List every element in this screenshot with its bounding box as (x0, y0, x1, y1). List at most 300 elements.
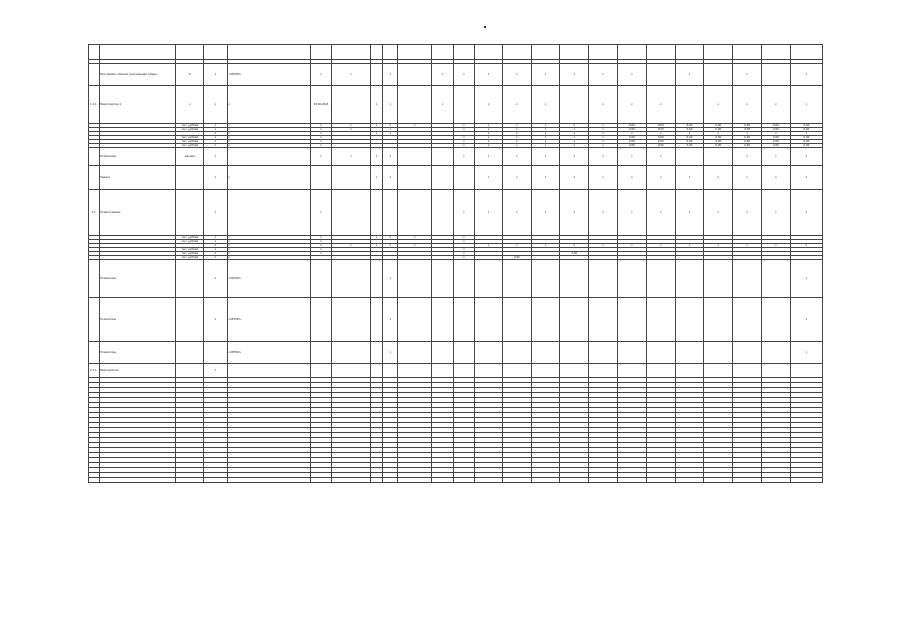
table-cell: х (618, 64, 647, 86)
table-cell (204, 342, 227, 364)
table-cell: х (453, 252, 474, 256)
header-cell (618, 45, 647, 60)
table-cell: 0,00 (790, 144, 822, 148)
table-cell (176, 298, 204, 342)
table-cell (453, 364, 474, 378)
header-cell (310, 45, 331, 60)
table-cell: Подпрограмма (99, 190, 176, 236)
table-cell: х (204, 260, 227, 298)
table-cell: х (332, 244, 370, 248)
table-cell: х (675, 166, 704, 190)
table-cell: х (589, 136, 618, 140)
table-cell (589, 478, 618, 483)
table-cell: х (704, 166, 733, 190)
header-cell (475, 45, 503, 60)
table-cell: х (589, 132, 618, 136)
table-cell: х (398, 236, 432, 240)
table-cell: х (790, 298, 822, 342)
table-cell: х (332, 124, 370, 128)
table-cell (646, 298, 675, 342)
table-cell: х (383, 86, 398, 124)
table-cell: х (589, 128, 618, 132)
table-cell (432, 478, 453, 483)
table-cell: х (502, 136, 531, 140)
table-cell (432, 166, 453, 190)
table-cell: х (227, 144, 310, 148)
table-cell: Показатель (99, 260, 176, 298)
table-cell: х (733, 190, 762, 236)
table-cell: «ОКТМО» (227, 342, 310, 364)
table-cell (398, 260, 432, 298)
table-cell: х (204, 236, 227, 240)
table-cell (675, 86, 704, 124)
table-cell: х (310, 236, 331, 240)
table-cell: 0,00 (502, 256, 531, 260)
table-cell: 0,00 (618, 128, 647, 132)
table-cell: х (475, 86, 503, 124)
table-cell: х (475, 244, 503, 248)
table-cell: х (733, 166, 762, 190)
table-cell: х (733, 86, 762, 124)
header-cell (790, 45, 822, 60)
table-cell: х (383, 128, 398, 132)
table-cell: х (618, 148, 647, 166)
table-cell (398, 148, 432, 166)
table-cell: х (560, 166, 589, 190)
table-cell: х (646, 166, 675, 190)
table-cell: х (332, 128, 370, 132)
table-cell (762, 64, 791, 86)
header-cell (432, 45, 453, 60)
table-cell: х (531, 140, 560, 144)
table-cell: х (475, 190, 503, 236)
table-cell: х (502, 140, 531, 144)
table-cell: тыс. рублей (176, 252, 204, 256)
table-cell: х (176, 86, 204, 124)
table-cell (618, 260, 647, 298)
table-cell (89, 166, 100, 190)
table-cell: х (475, 128, 503, 132)
table-cell (310, 166, 331, 190)
table-cell (560, 86, 589, 124)
table-cell (332, 298, 370, 342)
table-cell: х (310, 144, 331, 148)
table-cell (310, 364, 331, 378)
table-cell (370, 478, 383, 483)
table-cell (589, 364, 618, 378)
table-cell (733, 364, 762, 378)
table-cell: х (227, 256, 310, 260)
spreadsheet-page (88, 44, 823, 483)
table-cell: х (589, 190, 618, 236)
table-cell: х (310, 248, 331, 252)
header-cell (560, 45, 589, 60)
table-cell: х (502, 128, 531, 132)
table-cell: 0,00 (646, 128, 675, 132)
table-cell: х (475, 166, 503, 190)
table-cell: х (398, 244, 432, 248)
table-cell: 0,00 (618, 144, 647, 148)
table-cell: х (560, 136, 589, 140)
table-cell: х (531, 136, 560, 140)
table-cell (453, 342, 474, 364)
header-cell (99, 45, 176, 60)
table-cell (646, 260, 675, 298)
data-table (88, 44, 823, 483)
table-cell: х (762, 166, 791, 190)
table-cell: тыс. рублей (176, 140, 204, 144)
table-cell: х (383, 148, 398, 166)
table-cell: х (733, 148, 762, 166)
table-cell: х (383, 166, 398, 190)
table-cell: х (383, 260, 398, 298)
table-cell: х (227, 132, 310, 136)
table-cell (310, 478, 331, 483)
table-cell: х (790, 166, 822, 190)
table-cell (332, 260, 370, 298)
table-cell (432, 260, 453, 298)
table-cell: х (589, 86, 618, 124)
table-cell (531, 298, 560, 342)
table-cell: х (383, 236, 398, 240)
table-cell: х (432, 64, 453, 86)
table-cell: х (227, 252, 310, 256)
table-cell (227, 478, 310, 483)
header-cell (176, 45, 204, 60)
header-cell (704, 45, 733, 60)
table-cell (618, 342, 647, 364)
table-cell: х (383, 342, 398, 364)
table-cell (762, 478, 791, 483)
table-cell: х (310, 244, 331, 248)
table-cell: 1 (204, 64, 227, 86)
table-cell (589, 260, 618, 298)
table-cell: х (453, 124, 474, 128)
table-cell (310, 298, 331, 342)
table-cell: х (502, 244, 531, 248)
table-cell (560, 478, 589, 483)
table-cell: х (227, 166, 310, 190)
table-cell (704, 364, 733, 378)
table-cell (176, 342, 204, 364)
table-cell (398, 478, 432, 483)
table-cell (176, 166, 204, 190)
table-cell: х (332, 148, 370, 166)
table-cell: х (762, 244, 791, 248)
table-cell: х (475, 148, 503, 166)
table-cell: х (383, 132, 398, 136)
table-cell: 0,00 (790, 140, 822, 144)
table-cell: х (227, 86, 310, 124)
table-cell: х (531, 190, 560, 236)
table-cell: 2.1.1. (89, 364, 100, 378)
table-cell: х (475, 140, 503, 144)
table-row (89, 190, 823, 236)
table-cell: х (560, 144, 589, 148)
table-cell: 0,00 (675, 128, 704, 132)
table-cell: х (560, 128, 589, 132)
table-cell: х (502, 86, 531, 124)
table-cell: х (502, 64, 531, 86)
table-cell (475, 364, 503, 378)
table-cell (531, 260, 560, 298)
table-cell: х (790, 260, 822, 298)
table-cell: х (453, 256, 474, 260)
table-cell: Задача (99, 166, 176, 190)
table-cell (790, 364, 822, 378)
table-cell (646, 64, 675, 86)
table-cell: х (204, 128, 227, 132)
table-cell: х (589, 144, 618, 148)
table-cell (332, 364, 370, 378)
header-cell (383, 45, 398, 60)
table-cell: 0,00 (675, 136, 704, 140)
table-cell: х (589, 124, 618, 128)
table-cell: х (589, 244, 618, 248)
table-cell: х (762, 148, 791, 166)
table-cell (618, 298, 647, 342)
table-cell (704, 298, 733, 342)
table-cell (618, 364, 647, 378)
table-cell: х (560, 244, 589, 248)
table-cell: х (531, 166, 560, 190)
table-cell (383, 190, 398, 236)
table-cell (704, 478, 733, 483)
table-cell: х (453, 144, 474, 148)
table-cell (475, 478, 503, 483)
table-cell (502, 298, 531, 342)
table-cell: х (204, 256, 227, 260)
table-cell: х (675, 244, 704, 248)
header-cell (502, 45, 531, 60)
header-cell (762, 45, 791, 60)
table-cell: 0,00 (618, 124, 647, 128)
table-cell: х (589, 148, 618, 166)
page-mark (484, 26, 486, 28)
table-body (89, 64, 823, 378)
table-cell: х (618, 132, 647, 136)
table-cell: х (310, 140, 331, 144)
table-cell: х (675, 132, 704, 136)
table-cell: х (560, 190, 589, 236)
header-row (89, 45, 823, 60)
table-cell (453, 478, 474, 483)
table-cell: х (204, 298, 227, 342)
table-cell (733, 478, 762, 483)
table-cell: 0,00 (704, 144, 733, 148)
table-cell (762, 342, 791, 364)
table-cell: 0,00 (762, 128, 791, 132)
table-row (89, 260, 823, 298)
table-cell: х (502, 148, 531, 166)
table-cell: х (560, 148, 589, 166)
table-cell (398, 342, 432, 364)
table-cell: х (502, 190, 531, 236)
table-cell: х (475, 124, 503, 128)
header-cell (453, 45, 474, 60)
table-cell (332, 86, 370, 124)
table-cell: 0,00 (704, 136, 733, 140)
table-cell (646, 478, 675, 483)
table-row (89, 342, 823, 364)
table-cell: «ОКТМО» (227, 64, 310, 86)
table-cell (531, 364, 560, 378)
table-cell (310, 342, 331, 364)
table-cell: х (560, 132, 589, 136)
table-cell (646, 342, 675, 364)
table-cell: х (370, 86, 383, 124)
header-cell (531, 45, 560, 60)
table-row (89, 64, 823, 86)
table-cell: х (310, 128, 331, 132)
table-cell: 0,00 (646, 144, 675, 148)
table-cell: х (790, 64, 822, 86)
table-cell: х (370, 236, 383, 240)
table-cell (453, 86, 474, 124)
table-cell (398, 190, 432, 236)
table-cell: х (475, 144, 503, 148)
table-cell: единиц (176, 148, 204, 166)
table-cell: х (453, 236, 474, 240)
table-cell (502, 260, 531, 298)
table-cell: 0,00 (675, 140, 704, 144)
table-cell: 0,00 (762, 124, 791, 128)
table-cell (646, 364, 675, 378)
table-cell: х (531, 144, 560, 148)
table-cell (560, 342, 589, 364)
table-cell (762, 364, 791, 378)
table-cell: 0,00 (675, 144, 704, 148)
table-cell: х (310, 252, 331, 256)
table-cell: тыс. рублей (176, 240, 204, 244)
table-cell (383, 478, 398, 483)
table-cell: х (790, 190, 822, 236)
table-cell (176, 478, 204, 483)
table-cell (531, 478, 560, 483)
table-cell: х (762, 132, 791, 136)
table-cell (762, 298, 791, 342)
table-cell (89, 148, 100, 166)
table-cell: х (453, 248, 474, 252)
table-cell: х (675, 190, 704, 236)
table-cell: 0,00 (704, 140, 733, 144)
table-cell (733, 298, 762, 342)
table-cell (475, 298, 503, 342)
table-cell (432, 342, 453, 364)
table-cell: х (502, 166, 531, 190)
table-cell (560, 260, 589, 298)
table-cell: х (310, 148, 331, 166)
table-cell (675, 478, 704, 483)
table-cell: 0,00 (704, 124, 733, 128)
table-cell: х (227, 236, 310, 240)
table-cell: 1.1.1. (89, 86, 100, 124)
header-cell (227, 45, 310, 60)
header-cell (398, 45, 432, 60)
table-cell: х (204, 364, 227, 378)
table-cell: х (646, 86, 675, 124)
table-cell: х (383, 64, 398, 86)
table-cell: 0,00 (646, 140, 675, 144)
table-cell: х (310, 124, 331, 128)
table-cell (370, 260, 383, 298)
table-cell (398, 86, 432, 124)
table-cell: х (204, 252, 227, 256)
table-cell (560, 364, 589, 378)
table-cell (589, 342, 618, 364)
table-cell: х (618, 86, 647, 124)
table-cell: х (453, 128, 474, 132)
table-cell: тыс. рублей (176, 128, 204, 132)
table-cell: тыс. рублей (176, 136, 204, 140)
table-cell: х (762, 86, 791, 124)
table-cell: х (204, 132, 227, 136)
table-cell: Показатель (99, 298, 176, 342)
table-cell: х (204, 240, 227, 244)
table-cell (453, 166, 474, 190)
table-cell: 0,00 (762, 136, 791, 140)
table-cell (704, 260, 733, 298)
table-cell (432, 190, 453, 236)
table-cell: 0,00 (762, 140, 791, 144)
table-cell: х (475, 136, 503, 140)
header-cell (733, 45, 762, 60)
table-cell (618, 478, 647, 483)
table-cell (704, 148, 733, 166)
table-cell (589, 298, 618, 342)
table-cell: х (646, 244, 675, 248)
table-cell: х (204, 248, 227, 252)
table-cell: х (589, 140, 618, 144)
table-cell: х (704, 86, 733, 124)
table-cell (89, 342, 100, 364)
table-cell: Программа «Охрана окружающей среды» (99, 64, 176, 86)
table-cell (453, 260, 474, 298)
table-cell (99, 478, 176, 483)
table-row (89, 364, 823, 378)
table-cell: х (310, 190, 331, 236)
table-cell: х (790, 86, 822, 124)
table-cell: х (790, 132, 822, 136)
table-cell: Показатель (99, 148, 176, 166)
table-cell (227, 148, 310, 166)
table-cell: х (733, 244, 762, 248)
table-cell (432, 148, 453, 166)
table-cell (502, 478, 531, 483)
table-cell (675, 148, 704, 166)
table-cell: х (453, 240, 474, 244)
table-cell (310, 260, 331, 298)
table-cell (370, 190, 383, 236)
table-cell (398, 298, 432, 342)
table-cell: х (531, 124, 560, 128)
table-cell (762, 260, 791, 298)
table-cell: х (370, 132, 383, 136)
table-cell (204, 478, 227, 483)
table-cell: 0,00 (762, 144, 791, 148)
table-cell: х (383, 124, 398, 128)
table-cell (89, 478, 100, 483)
table-cell: х (204, 140, 227, 144)
table-cell: Показатель (99, 342, 176, 364)
table-cell: х (762, 190, 791, 236)
table-cell (370, 364, 383, 378)
table-cell (370, 298, 383, 342)
table-cell: х (383, 244, 398, 248)
table-cell: х (704, 132, 733, 136)
table-cell: х (790, 244, 822, 248)
table-cell: 0,00 (646, 136, 675, 140)
